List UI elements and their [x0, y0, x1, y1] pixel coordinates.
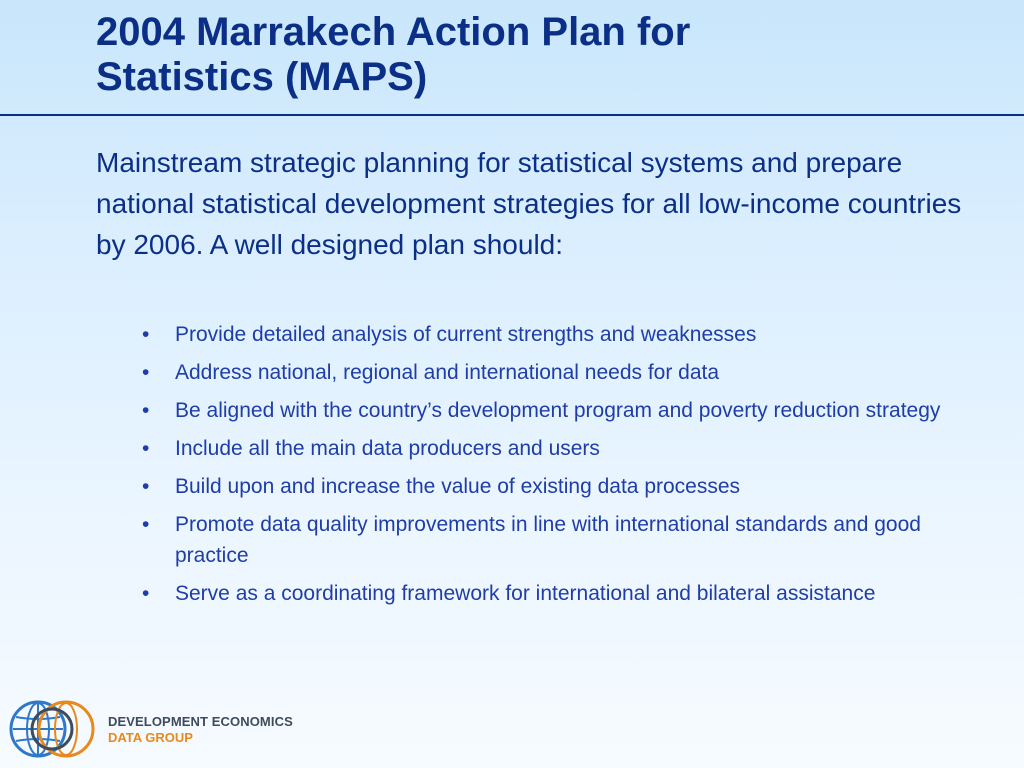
bullet-item	[142, 319, 992, 350]
bullet-marker: •	[142, 513, 150, 536]
development-economics-logo	[8, 698, 293, 760]
bullet-marker: •	[142, 323, 150, 346]
bullet-item	[142, 395, 992, 426]
bullet-text: Provide detailed analysis of current strengths and weaknesses	[175, 323, 757, 346]
bullet-item	[142, 509, 992, 571]
bullet-item	[142, 471, 992, 502]
bullet-marker: •	[142, 361, 150, 384]
bullet-marker: •	[142, 437, 150, 460]
bullet-item	[142, 578, 992, 609]
slide-title	[96, 10, 976, 100]
title-line-2: Statistics (MAPS)	[96, 55, 428, 99]
bullet-item	[142, 433, 992, 464]
bullet-text: Promote data quality improvements in line with international standards and good practice	[175, 513, 921, 567]
bullet-text: Build upon and increase the value of existing data processes	[175, 475, 741, 498]
bullet-item	[142, 357, 992, 388]
globe-rings-icon	[8, 698, 104, 760]
bullet-marker: •	[142, 399, 150, 422]
logo-title: DEVELOPMENT ECONOMICS	[108, 714, 293, 729]
bullet-text: Address national, regional and international needs for data	[175, 361, 720, 384]
bullet-marker: •	[142, 475, 150, 498]
bullet-text: Be aligned with the country’s development program and poverty reduction strategy	[175, 399, 941, 422]
bullet-list	[142, 319, 992, 616]
title-line-1: 2004 Marrakech Action Plan for	[96, 10, 691, 54]
intro-paragraph: Mainstream strategic planning for statistical systems and prepare national statistical development strategies for all low-income countries by 2006. A well designed plan should:	[96, 147, 962, 260]
title-divider	[0, 114, 1024, 116]
bullet-marker: •	[142, 582, 150, 605]
logo-subtitle: DATA GROUP	[108, 730, 193, 745]
bullet-text: Include all the main data producers and users	[175, 437, 600, 460]
bullet-text: Serve as a coordinating framework for international and bilateral assistance	[175, 582, 876, 605]
